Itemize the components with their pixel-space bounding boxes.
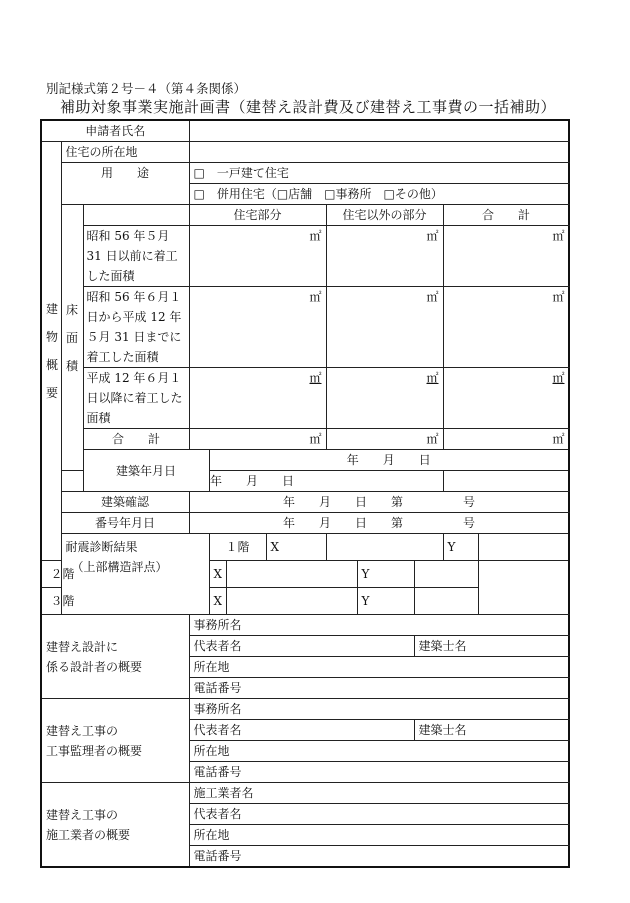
seismic-y-label-3: Y [357, 588, 414, 615]
designer-address[interactable]: 所在地 [189, 657, 569, 678]
address-label: 住宅の所在地 [61, 142, 189, 163]
seismic-y-label-1: Y [443, 534, 478, 561]
contractor-phone[interactable]: 電話番号 [189, 846, 569, 868]
seismic-floor-3: ３階 [41, 588, 83, 615]
seismic-floor-1: １階 [209, 534, 266, 561]
area-row-post2000-nonresidential[interactable]: ㎡ [326, 368, 443, 429]
seismic-x-value-3[interactable] [226, 588, 357, 615]
supervisor-label: 建替え工事の 工事監理者の概要 [41, 699, 189, 783]
building-group-label: 建 物 概 要 [41, 142, 61, 561]
confirm-label-2: 番号年月日 [61, 513, 189, 534]
area-row-1981-2000-total[interactable]: ㎡ [443, 287, 569, 368]
col-header-nonresidential: 住宅以外の部分 [326, 205, 443, 226]
designer-office[interactable]: 事務所名 [189, 615, 569, 636]
col-header-total: 合 計 [443, 205, 569, 226]
supervisor-architect[interactable]: 建築士名 [414, 720, 569, 741]
supervisor-office[interactable]: 事務所名 [189, 699, 569, 720]
seismic-y-value-1[interactable] [478, 534, 569, 561]
seismic-x-value-2[interactable] [226, 561, 357, 588]
confirm-line2[interactable]: 年 月 日 第 号 [189, 513, 569, 534]
designer-phone[interactable]: 電話番号 [189, 678, 569, 699]
contractor-name[interactable]: 施工業者名 [189, 783, 569, 804]
designer-label: 建替え設計に 係る設計者の概要 [41, 615, 189, 699]
area-row-1981-2000-nonresidential[interactable]: ㎡ [326, 287, 443, 368]
seismic-floor-2: ２階 [41, 561, 83, 588]
col-header-residential: 住宅部分 [189, 205, 326, 226]
seismic-x-label-3: X [209, 588, 226, 615]
area-total-label: 合 計 [83, 429, 189, 450]
form-reference: 別記様式第２号－４（第４条関係） [46, 81, 247, 96]
applicant-label: 申請者氏名 [41, 120, 189, 142]
floor-area-label: 床 面 積 [61, 205, 83, 471]
area-total-residential[interactable]: ㎡ [189, 429, 326, 450]
seismic-label: 耐震診断結果 （上部構造評点） [61, 534, 209, 615]
supervisor-phone[interactable]: 電話番号 [189, 762, 569, 783]
confirm-line1[interactable]: 年 月 日 第 号 [189, 492, 569, 513]
supervisor-address[interactable]: 所在地 [189, 741, 569, 762]
build-date-line1[interactable]: 年 月 日 [209, 450, 569, 471]
address-value[interactable] [189, 142, 569, 163]
seismic-y-label-2: Y [357, 561, 414, 588]
applicant-value[interactable] [189, 120, 569, 142]
area-row-post2000-total[interactable]: ㎡ [443, 368, 569, 429]
supervisor-rep[interactable]: 代表者名 [189, 720, 414, 741]
area-row-post2000-label: 平成 12 年６月１日以降に着工した面積 [83, 368, 189, 429]
form-title: 補助対象事業実施計画書（建替え設計費及び建替え工事費の一括補助） [60, 98, 557, 116]
area-row-pre1981-total[interactable]: ㎡ [443, 226, 569, 287]
area-row-1981-2000-residential[interactable]: ㎡ [189, 287, 326, 368]
area-row-pre1981-nonresidential[interactable]: ㎡ [326, 226, 443, 287]
use-option-mixed[interactable]: □ 併用住宅（□店舗 □事務所 □その他） [189, 184, 569, 205]
designer-architect[interactable]: 建築士名 [414, 636, 569, 657]
use-label: 用 途 [61, 163, 189, 205]
seismic-y-value-2[interactable] [414, 561, 478, 588]
area-total-nonresidential[interactable]: ㎡ [326, 429, 443, 450]
build-date-line2[interactable]: 年 月 日 [61, 471, 443, 492]
seismic-x-value-1[interactable] [326, 534, 443, 561]
contractor-rep[interactable]: 代表者名 [189, 804, 569, 825]
area-row-post2000-residential[interactable]: ㎡ [189, 368, 326, 429]
plan-form-table [40, 119, 570, 868]
seismic-y-value-3[interactable] [414, 588, 478, 615]
use-option-detached[interactable]: □ 一戸建て住宅 [189, 163, 569, 184]
area-row-pre1981-residential[interactable]: ㎡ [189, 226, 326, 287]
area-row-pre1981-label: 昭和 56 年５月 31 日以前に着工した面積 [83, 226, 189, 287]
seismic-x-label-1: X [266, 534, 326, 561]
designer-rep[interactable]: 代表者名 [189, 636, 414, 657]
area-total-total[interactable]: ㎡ [443, 429, 569, 450]
seismic-x-label-2: X [209, 561, 226, 588]
confirm-label-1: 建築確認 [61, 492, 189, 513]
contractor-address[interactable]: 所在地 [189, 825, 569, 846]
build-date-label: 建築年月日 [83, 450, 209, 492]
contractor-label: 建替え工事の 施工業者の概要 [41, 783, 189, 868]
area-row-1981-2000-label: 昭和 56 年６月１日から平成 12 年５月 31 日までに着工した面積 [83, 287, 189, 368]
